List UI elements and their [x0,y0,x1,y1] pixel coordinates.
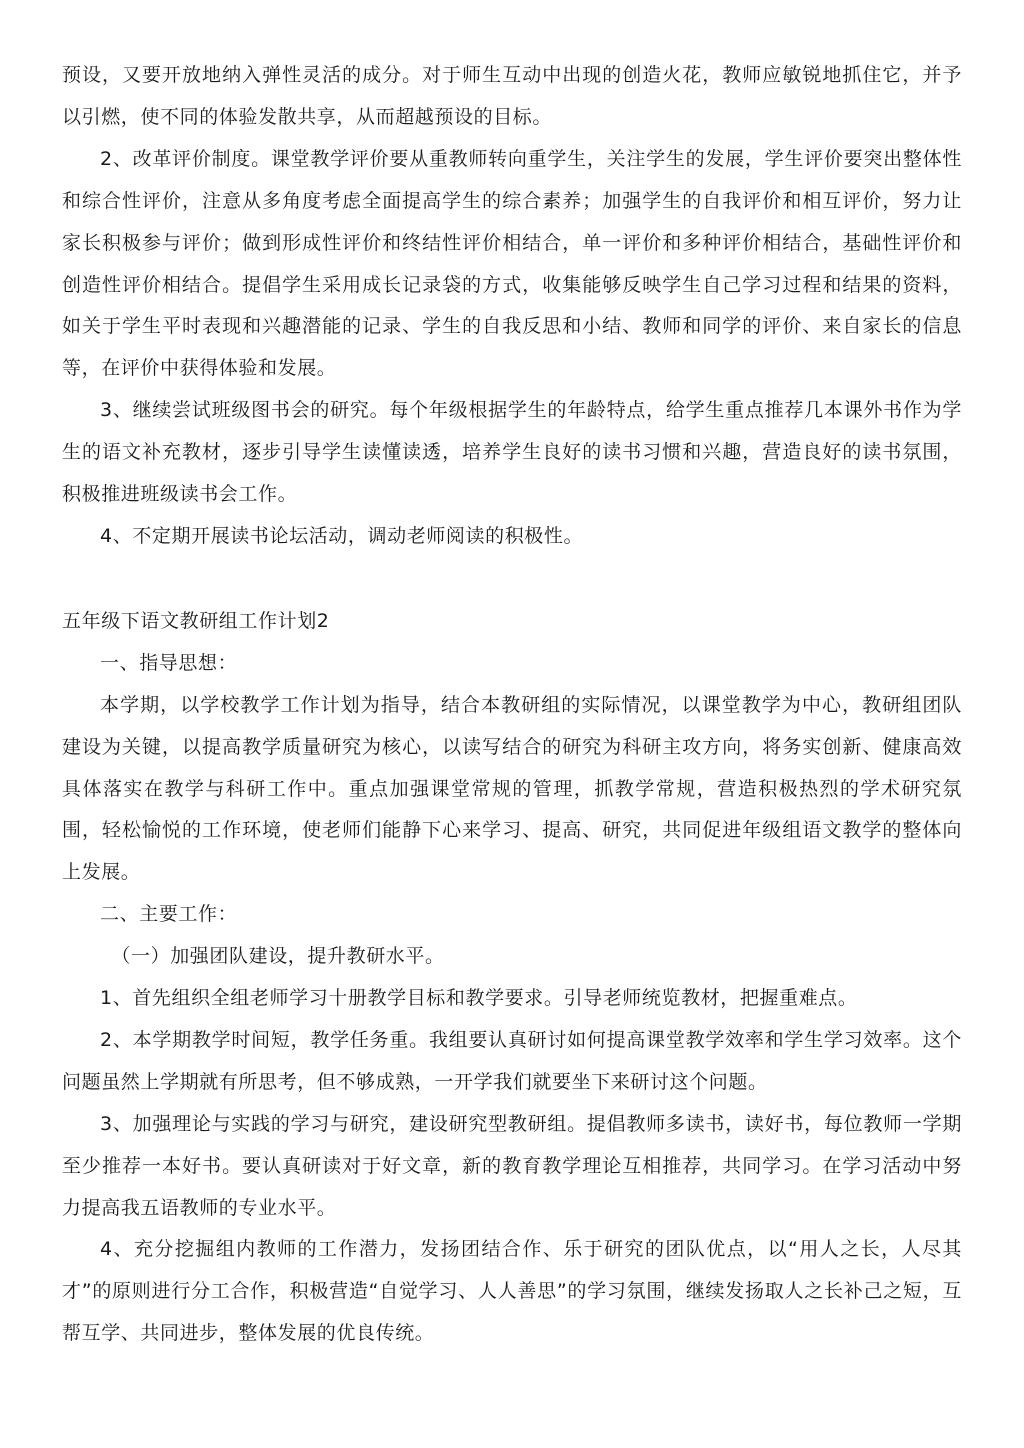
paragraph-reading-forum: 4、不定期开展读书论坛活动，调动老师阅读的积极性。 [100,524,584,547]
document-page [62,55,962,1355]
paragraph-work-item-3: 3、加强理论与实践的学习与研究，建设研究型教研组。提倡教师多读书，读好书，每位教师一学期至少推荐一本好书。要认真研读对于好文章，新的教育教学理论互相推荐，共同学习。在学习活动中努力提高我五语教师的专业水平。 [62,1112,962,1219]
paragraph-work-item-2: 2、本学期教学时间短，教学任务重。我组要认真研讨如何提高课堂教学效率和学生学习效率。这个问题虽然上学期就有所思考，但不够成熟，一开学我们就要坐下来研讨这个问题。 [62,1028,962,1093]
paragraph-preset-continuation: 预设，又要开放地纳入弹性灵活的成分。对于师生互动中出现的创造火花，教师应敏锐地抓住它，并予以引燃，使不同的体验发散共享，从而超越预设的目标。 [62,64,962,128]
paragraph-reform-evaluation: 2、改革评价制度。课堂教学评价要从重教师转向重学生，关注学生的发展，学生评价要突出整体性和综合性评价，注意从多角度考虑全面提高学生的综合素养；加强学生的自我评价和相互评价，努力让家长积极参与评价；做到形成性评价和终结性评价相结合，单一评价和多种评价相结合，基础性评价和创造性评价相结合。提倡学生采用成长记录袋的方式，收集能够反映学生自己学习过程和结果的资料，如关于学生平时表现和兴趣潜能的记录、学生的自我反思和小结、教师和同学的评价、来自家长的信息等，在评价中获得体验和发展。 [62,147,962,380]
section-title: 五年级下语文教研组工作计划2 [62,609,330,632]
paragraph-guiding-ideology: 本学期，以学校教学工作计划为指导，结合本教研组的实际情况，以课堂教学为中心，教研组团队建设为关键，以提高教学质量研究为核心，以读写结合的研究为科研主攻方向，将务实创新、健康高效具体落实在教学与科研工作中。重点加强课堂常规的管理，抓教学常规，营造积极热烈的学术研究氛围，轻松愉悦的工作环境，使老师们能静下心来学习、提高、研究，共同促进年级组语文教学的整体向上发展。 [62,693,962,884]
paragraph-work-item-4: 4、充分挖掘组内教师的工作潜力，发扬团结合作、乐于研究的团队优点，以“用人之长，人尽其才”的原则进行分工合作，积极营造“自觉学习、人人善思”的学习氛围，继续发扬取人之长补己之短，互帮互学、共同进步，整体发展的优良传统。 [62,1238,962,1345]
paragraph-work-item-1: 1、首先组织全组老师学习十册教学目标和教学要求。引导老师统览教材，把握重难点。 [100,987,858,1010]
subheading-team-building: （一）加强团队建设，提升教研水平。 [111,945,445,968]
heading-guiding-ideology: 一、指导思想： [100,651,238,674]
heading-main-work: 二、主要工作： [100,903,238,926]
paragraph-class-book-club: 3、继续尝试班级图书会的研究。每个年级根据学生的年龄特点，给学生重点推荐几本课外书作为学生的语文补充教材，逐步引导学生读懂读透，培养学生良好的读书习惯和兴趣，营造良好的读书氛围，积极推进班级读书会工作。 [62,399,962,506]
